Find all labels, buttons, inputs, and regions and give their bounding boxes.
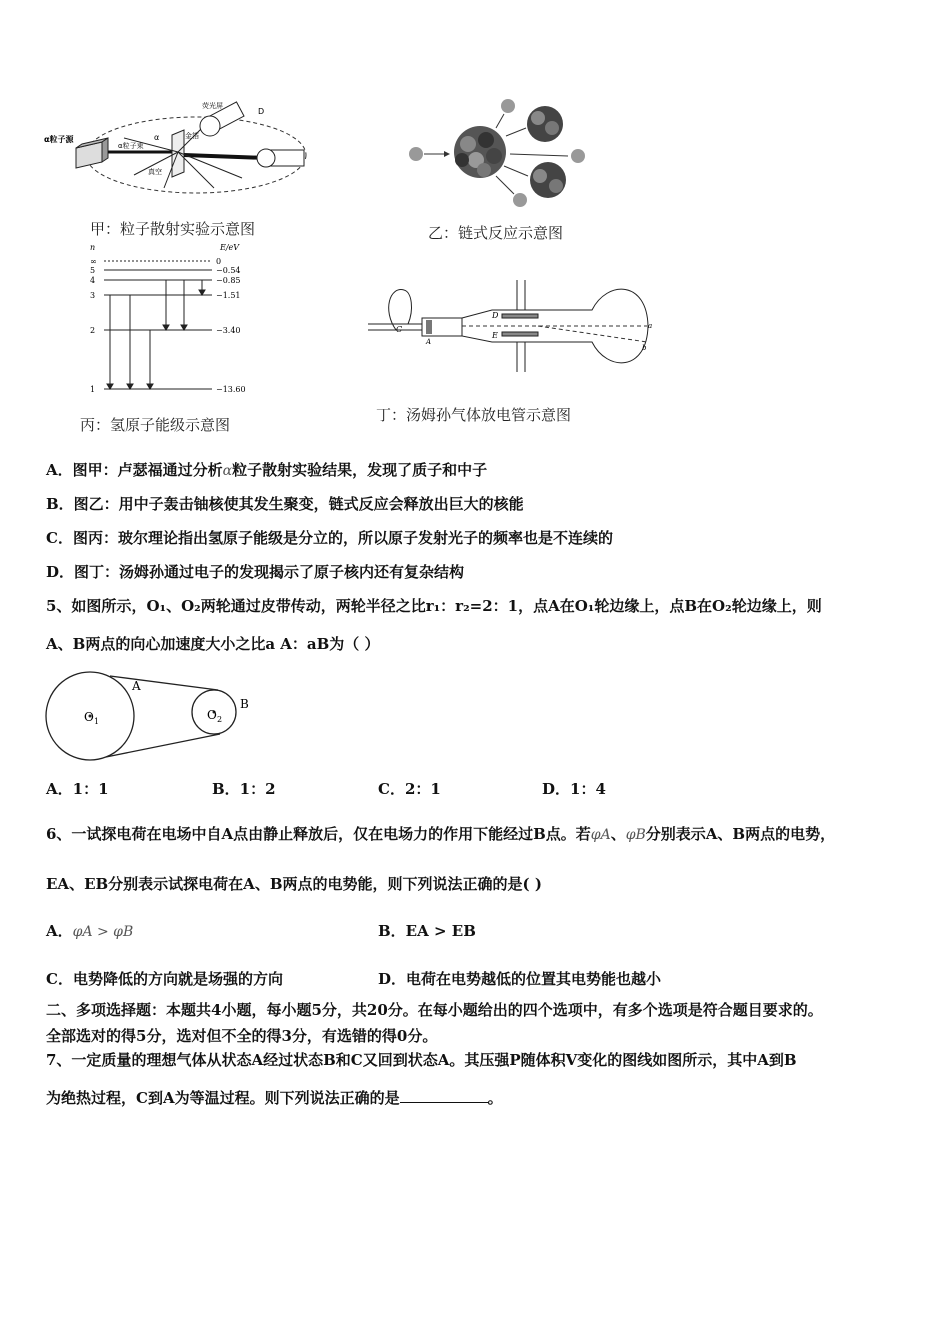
label-source: α粒子源 [44, 135, 74, 144]
label-d: D [492, 311, 499, 320]
label-point-a: A [132, 679, 141, 693]
q6-option-d: D．电荷在电势越低的位置其电势能也越小 [378, 970, 662, 988]
label-e: E [492, 331, 498, 340]
label-a: A [426, 338, 432, 346]
e-1: −13.60 [216, 385, 246, 394]
label-a2: a [648, 322, 653, 330]
label-o2-sub: 2 [217, 715, 223, 724]
n-1: 1 [90, 385, 96, 394]
label-o1-sub: 1 [94, 717, 100, 726]
e-2: −3.40 [216, 326, 241, 335]
e-inf: 0 [216, 257, 222, 266]
figure-chain-reaction [400, 96, 590, 211]
label-o2: O [207, 708, 217, 722]
q4-option-a [46, 460, 487, 481]
phi-a: φA [590, 827, 611, 843]
section2-line1: 二、多项选择题：本题共4小题，每小题5分，共20分。在每小题给出的四个选项中，有多个选项是符合题目要求的。 [46, 1001, 823, 1019]
label-screen: 荧光屏 [202, 102, 223, 110]
q4-option-b: B．图乙：用中子轰击铀核使其发生聚变，链式反应会释放出巨大的核能 [46, 495, 524, 513]
label-microscope: D [258, 107, 265, 116]
answer-blank [400, 1088, 488, 1103]
n-2: 2 [90, 326, 96, 335]
q6-option-a [46, 920, 133, 941]
label-foil: 金箔 [185, 132, 199, 140]
q4-a-suffix: 粒子散射实验结果，发现了质子和中子 [232, 461, 488, 479]
label-point-b: B [240, 697, 249, 711]
label-vacuum: 真空 [148, 168, 162, 176]
q6-stem-line2: EA、EB分别表示试探电荷在A、B两点的电势能，则下列说法正确的是( ) [46, 875, 542, 893]
caption-jia: 甲：粒子散射实验示意图 [90, 220, 256, 238]
caption-bing: 丙：氢原子能级示意图 [80, 416, 231, 434]
q5-option-b: B．1：2 [212, 780, 276, 798]
q4-option-d: D．图丁：汤姆孙通过电子的发现揭示了原子核内还有复杂结构 [46, 563, 465, 581]
e-3: −1.51 [216, 291, 241, 300]
q7-stem-line1: 7、一定质量的理想气体从状态A经过状态B和C又回到状态A。其压强P随体积V变化的图线如图所示，其中A到B [46, 1051, 797, 1069]
e-5: −0.54 [216, 266, 241, 275]
q5-stem-line1: 5、如图所示，O₁、O₂两轮通过皮带传动，两轮半径之比r₁：r₂=2：1，点A在O₁轮边缘上，点B在O₂轮边缘上，则 [46, 597, 822, 615]
q6-line1-pre: 6、一试探电荷在电场中自A点由静止释放后，仅在电场力的作用下能经过B点。若 [46, 825, 591, 843]
q5-option-c: C．2：1 [378, 780, 441, 798]
q6-option-b: B．EA > EB [378, 922, 476, 940]
q6-option-c: C．电势降低的方向就是场强的方向 [46, 970, 283, 988]
section2-line2: 全部选对的得5分，选对但不全的得3分，有选错的得0分。 [46, 1027, 438, 1045]
q5-option-a: A．1：1 [46, 780, 109, 798]
q4-a-prefix: A．图甲：卢瑟福通过分析 [46, 461, 223, 479]
figure-alpha-scattering [44, 100, 314, 210]
n-4: 4 [90, 276, 96, 285]
q6-stem-line1 [46, 824, 835, 845]
q6-sep: 、 [610, 825, 626, 843]
q6-line1-post: 分别表示A、B两点的电势， [645, 825, 836, 843]
q7-stem-line2 [46, 1088, 503, 1108]
label-o1: O [84, 710, 94, 724]
label-alpha: α [154, 133, 160, 142]
n-inf: ∞ [90, 257, 97, 266]
e-4: −0.85 [216, 276, 241, 285]
n-5: 5 [90, 266, 96, 275]
figure-belt-wheels [44, 668, 264, 768]
q5-option-d: D．1：4 [542, 780, 606, 798]
alpha-symbol: α [222, 463, 233, 479]
q7-line2-post: 。 [487, 1089, 503, 1107]
n-3: 3 [90, 291, 96, 300]
q7-line2-pre: 为绝热过程，C到A为等温过程。则下列说法正确的是 [46, 1089, 400, 1107]
label-beam: α粒子束 [118, 142, 144, 150]
figure-energy-levels [86, 240, 286, 402]
caption-yi: 乙：链式反应示意图 [428, 224, 564, 242]
label-c: C [396, 325, 403, 334]
q4-option-c: C．图丙：玻尔理论指出氢原子能级是分立的，所以原子发射光子的频率也是不连续的 [46, 529, 613, 547]
phi-b: φB [625, 827, 646, 843]
caption-ding: 丁：汤姆孙气体放电管示意图 [376, 406, 572, 424]
figure-thomson-tube [362, 280, 654, 380]
e-header: E/eV [220, 243, 240, 252]
label-b: b [642, 344, 647, 352]
q5-stem-line2: A、B两点的向心加速度大小之比a A：aB为（ ） [46, 635, 380, 653]
n-header: n [90, 243, 96, 252]
q6-opt-a-expr: φA > φB [72, 924, 134, 940]
q6-opt-a-label: A． [46, 922, 73, 940]
